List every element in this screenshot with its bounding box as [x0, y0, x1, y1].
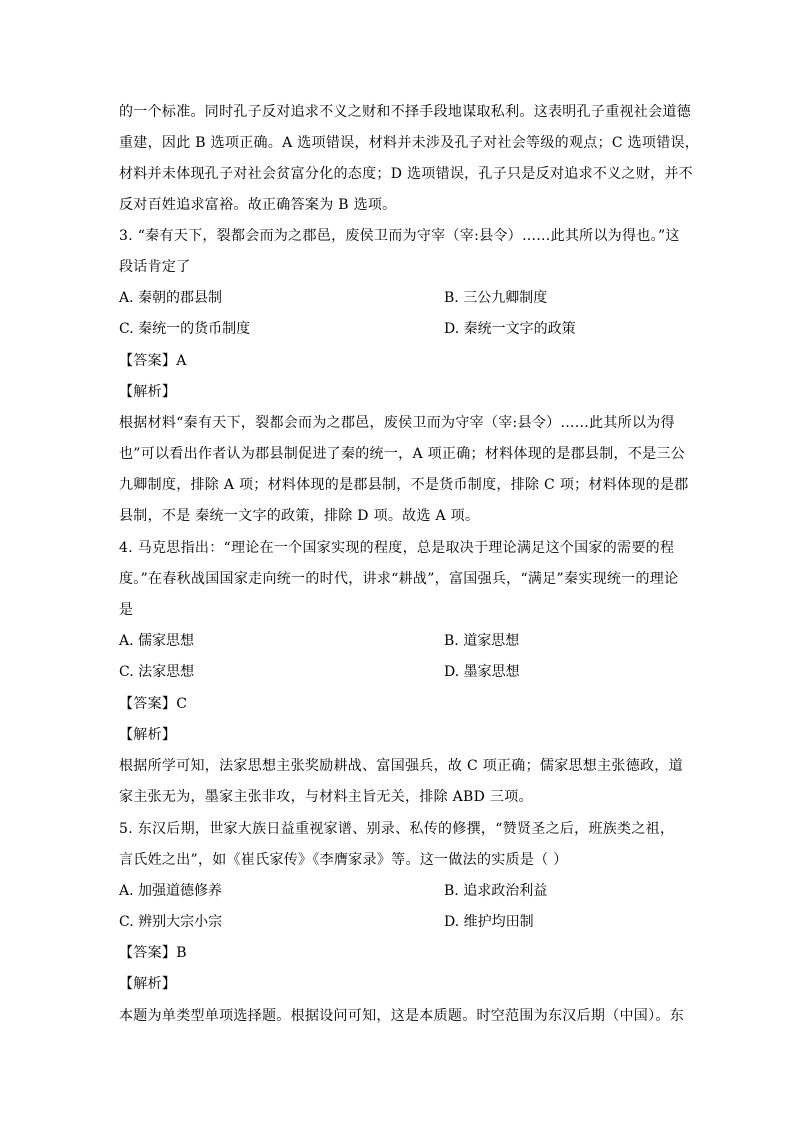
q5-option-a: A. 加强道德修养 — [119, 883, 223, 899]
q3-answer: 【答案】A — [119, 353, 187, 369]
q5-answer: 【答案】B — [119, 945, 187, 961]
q5-option-d: D. 维护均田制 — [444, 914, 534, 930]
q3-analysis: 九卿制度，排除 A 项；材料体现的是郡县制，不是货币制度，排除 C 项；材料体现的是郡 — [119, 477, 689, 493]
question-5-stem: 言氏姓之出”，如《崔氏家传》《李膺家录》等。这一做法的实质是（ ） — [119, 852, 568, 868]
q5-analysis: 本题为单类型单项选择题。根据设问可知，这是本质题。时空范围为东汉后期（中国）。东 — [119, 1008, 684, 1024]
text-line: 反对百姓追求富裕。故正确答案为 B 选项。 — [119, 197, 397, 213]
q4-answer: 【答案】C — [119, 696, 188, 712]
q4-analysis: 家主张无为，墨家主张非攻，与材料主旨无关，排除 ABD 三项。 — [119, 789, 533, 805]
text-line: 材料并未体现孔子对社会贫富分化的态度；D 选项错误，孔子只是反对追求不义之财，并不 — [119, 166, 693, 182]
q3-option-a: A. 秦朝的郡县制 — [119, 290, 223, 306]
q5-analysis-label: 【解析】 — [119, 976, 177, 992]
q3-analysis: 根据材料“秦有天下，裂都会而为之郡邑，废侯卫而为守宰（宰:县令）……此其所以为得 — [119, 415, 675, 431]
question-3-stem: 3. “秦有天下，裂都会而为之郡邑，废侯卫而为守宰（宰:县令）……此其所以为得也。”这 — [119, 228, 680, 244]
question-4-stem: 度。”在春秋战国国家走向统一的时代，讲求“耕战”，富国强兵，“满足”秦实现统一的理论 — [119, 571, 679, 587]
question-4-stem: 4. 马克思指出：“理论在一个国家实现的程度，总是取决于理论满足这个国家的需要的程 — [119, 540, 675, 556]
text-line: 的一个标准。同时孔子反对追求不义之财和不择手段地谋取私利。这表明孔子重视社会道德 — [119, 104, 691, 120]
q4-option-c: C. 法家思想 — [119, 664, 195, 680]
q3-option-b: B. 三公九卿制度 — [444, 290, 548, 306]
question-4-stem: 是 — [119, 602, 134, 618]
question-5-stem: 5. 东汉后期，世家大族日益重视家谱、别录、私传的修撰，“赞贤圣之后，班族类之祖， — [119, 821, 675, 837]
text-line: 重建，因此 B 选项正确。A 选项错误，材料并未涉及孔子对社会等级的观点；C 选项错误， — [119, 135, 700, 151]
q4-option-b: B. 道家思想 — [444, 633, 520, 649]
question-3-stem: 段话肯定了 — [119, 259, 191, 275]
q4-analysis: 根据所学可知，法家思想主张奖励耕战、富国强兵，故 C 项正确；儒家思想主张德政，道 — [119, 758, 683, 774]
q5-option-b: B. 追求政治利益 — [444, 883, 548, 899]
q3-analysis-label: 【解析】 — [119, 384, 177, 400]
q3-option-d: D. 秦统一文字的政策 — [444, 321, 576, 337]
q3-analysis: 也”可以看出作者认为郡县制促进了秦的统一，A 项正确；材料体现的是郡县制，不是三公 — [119, 446, 686, 462]
q3-option-c: C. 秦统一的货币制度 — [119, 321, 251, 337]
q4-analysis-label: 【解析】 — [119, 727, 177, 743]
q5-option-c: C. 辨别大宗小宗 — [119, 914, 223, 930]
q4-option-d: D. 墨家思想 — [444, 664, 520, 680]
q4-option-a: A. 儒家思想 — [119, 633, 195, 649]
q3-analysis: 县制，不是 秦统一文字的政策，排除 D 项。故选 A 项。 — [119, 508, 480, 524]
